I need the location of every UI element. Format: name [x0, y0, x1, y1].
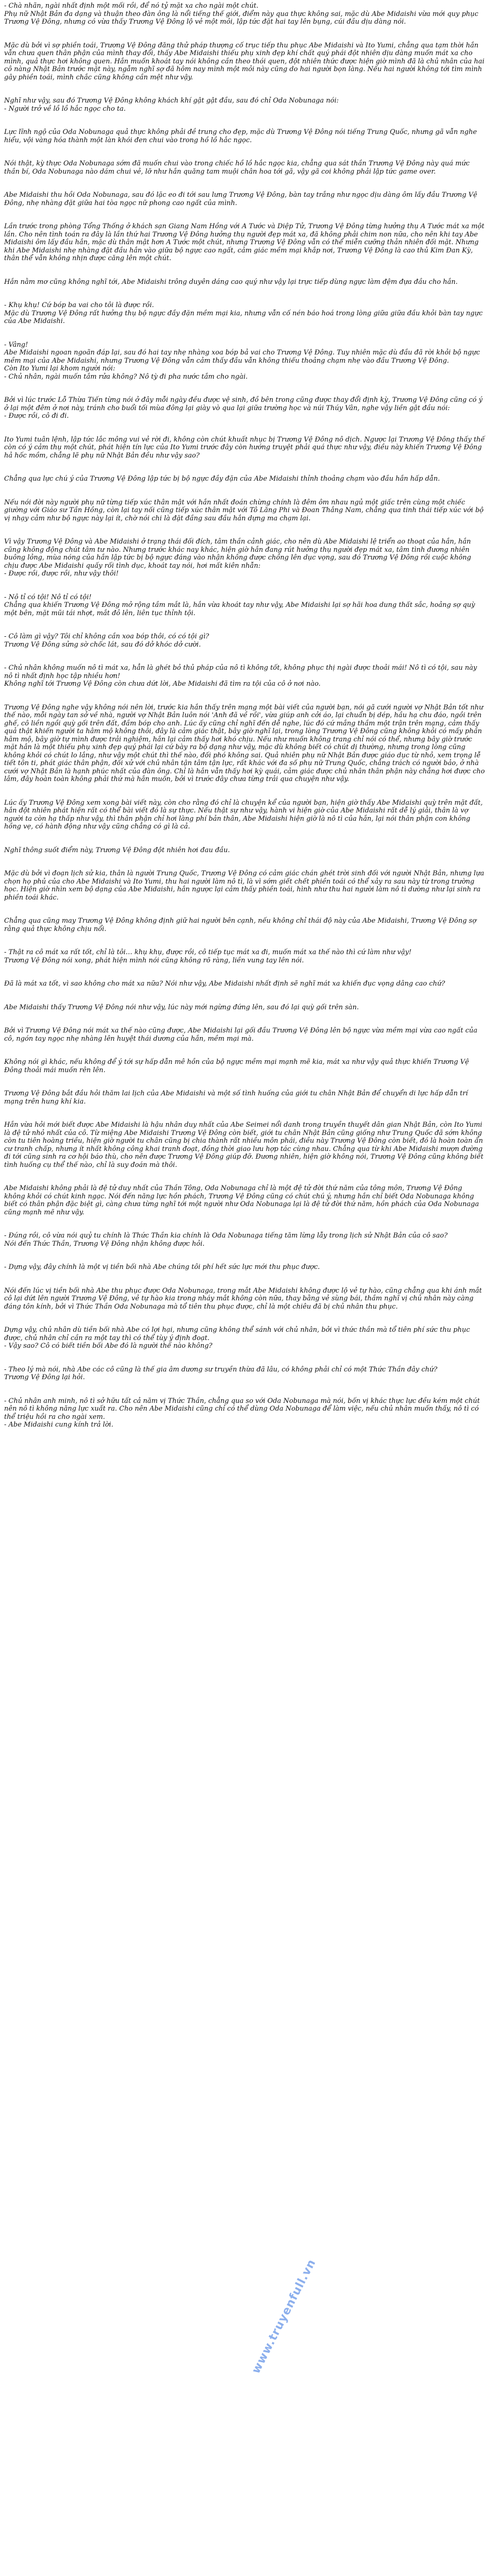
paragraph: Hắn vừa hỏi mới biết được Abe Midaishi là hậu nhân duy nhất của Abe Seimei nổi danh trong truyền thuyết dân gian Nhật Bản, còn Ito Yumi là đệ tử nhỏ nhất của cô. Từ miệng Abe Midaishi Trương Vệ Đông còn biết, giới tu chân Nhật Bản cũng giống như Trung Quốc đã sớm không còn tu tiên hoàng triều, hiện giờ người tu chân cũng bị chia thành rất nhiều môn phái, điều này Trương Vệ Đông còn biết, đó là hoàn toàn ẩn cư tranh chấp, nhưng ít nhất không công khai tranh đoạt, đồng thời giao lưu hợp tác cùng nhau. Chẳng qua từ khi Abe Midaishi mượn đường đi tới cũng sinh ra cơ hội báo thù, cho nên được Trương Vệ Đông giúp đỡ. Đương nhiên, hiện giờ không nói, Trương Vệ Đông cũng không biết tình huống cụ thể thế nào, chỉ là suy đoán mà thôi. — [4, 1121, 486, 1169]
paragraph: Lực lĩnh ngộ của Oda Nobunaga quả thực không phải đề trung cho đẹp, mặc dù Trương Vệ Đông nói tiếng Trung Quốc, nhưng gã vẫn nghe hiểu, vội vàng hóa thành một làn khói đen chui vào trong hồ lồ hắc ngọc. — [4, 128, 479, 144]
paragraph: Đã là mát xa tốt, vì sao không cho mát xa nữa? Nói như vậy, Abe Midaishi nhất định sẽ nghĩ mát xa khiến đục vọng dâng cao chứ? — [4, 980, 445, 988]
paragraph: Lúc ấy Trương Vệ Đông xem xong bài viết này, còn cho rằng đó chỉ là chuyện kể của người bạn, hiện giờ thấy Abe Midaishi quỳ trên mặt đất, hắn đột nhiên phát hiện rất có thể bài viết đó là sự thực. Nếu thật sự như vậy, hành vi hiện giờ của Abe Midaishi rất dễ lý giải, thân là vợ người ta còn hạ thấp như vậy, thì thân phận chỉ hơi làng phí bản thân, Abe Midaishi hiện giờ là nô tì của hắn, lại nói thân phận con không hồng vẹ, có hành động như vậy cũng chẳng có gì là cả. — [4, 799, 485, 831]
paragraph: Nghĩ như vậy, sau đó Trương Vệ Đông không khách khí gật gật đầu, sau đó chỉ Oda Nobunaga nói: - Người trở về lồ lồ hắc ngọc cho ta. — [4, 97, 339, 113]
paragraph: - Đúng rồi, cô vừa nói quỷ tu chính là Thức Thần kia chính là Oda Nobunaga tiếng tăm lừng lẫy trong lịch sử Nhật Bản của cô sao? Nói đến Thức Thần, Trương Vệ Đông nhận không được hỏi. — [4, 1232, 448, 1248]
paragraph: Bởi vì lúc trước Lỗ Thừa Tiến từng nói ở đây mỗi ngày đều được vệ sinh, đồ bên trong cũng được thay đổi định kỳ, Trương Vệ Đông cũng có ý ở lại một đêm ở nơi này, tránh cho buổi tối mùa đông lại giày vò qua lại giữa trường học và núi Thúy Vân, nghe vậy liền gật đầu nói: - Được rồi, cô đi đi. — [4, 396, 483, 420]
paragraph: - Cô làm gì vậy? Tôi chỉ không cần xoa bóp thôi, có có tội gì? Trương Vệ Đông sửng sờ chốc lát, sau đó dở khóc dở cười. — [4, 633, 209, 649]
paragraph: Nếu nói đời này người phụ nữ từng tiếp xúc thân mật với hắn nhất đoán chừng chính là đêm ôm nhau ngủ một giấc trên cùng một chiếc giường với Giáo sư Tần Hồng, còn lại tay nối cũng tiếp xúc thân mật với Tô Lăng Phi và Đoan Thắng Nam, chẳng qua tinh thái tiếp xúc với bộ vị nhạy cảm như bộ ngực này lại ít, chờ nói chi là đặt đầng sau đầu hắn dựng ma chạm lại. — [4, 498, 486, 522]
story-text — [4, 2, 485, 1429]
paragraph: - Theo lý mà nói, nhà Abe các cô cũng là thế gia âm dương sư truyền thừa đã lâu, có không phải chỉ có một Thức Thần đây chứ? Trương Vệ Đông lại hỏi. — [4, 1365, 438, 1381]
paragraph: Abe Midaishi thấy Trương Vệ Đông nói như vậy, lúc này mới ngừng đứng lên, sau đó lại quỳ gối trên sàn. — [4, 1003, 359, 1011]
paragraph: Nói thật, kỳ thực Oda Nobunaga sớm đã muốn chui vào trong chiếc hồ lồ hắc ngọc kia, chẳng qua sát thần Trương Vệ Đông này quá mức thần bí, Oda Nobunaga nào dám chui vẻ, lỡ như hắn quăng tam muội chân hoa tới gã, vậy gã coi không phải lập tức game over. — [4, 160, 472, 176]
paragraph: Ito Yumi tuân lệnh, lập tức lắc mông vui vẻ rời đi, không còn chút khuất nhục bị Trương Vệ Đông nô dịch. Ngược lại Trương Vệ Đông thấy thế còn có ý cảm thụ một chút, phát hiện tín lực của Ito Yumi trước đây còn hướng truyệt phải quá thực như vậy, điều này khiến Trương Vệ Đông hả hốc mồm, chẳng lẽ phụ nữ Nhật Bản đều như vậy sao? — [4, 435, 487, 460]
paragraph: Mặc dù bởi vì sợ phiền toái, Trương Vệ Đông đăng thử pháp thượng cố trục tiếp thu phục Abe Midaishi và Ito Yumi, chẳng qua tạm thời hắn vẫn chưa quen thân phận của mình thay đổi, thấy Abe Midaishi thiếu phụ xinh đẹp khí chất quý phái đột nhiên dịu dàng muốn mát xa cho mình, quả thực hơi không quen. Hắn muốn khoát tay nói không cần theo thói quen, đột nhiên thức được hiện giờ mình đã là chủ nhân của hai cô nàng Nhật Bản trước mặt này, ngẫm nghĩ sợ đã hôm nay mình một mỏi này cũng do hai người bọn làng. Nếu hai người không tới tìm mình gây phiền toái, mình chắc cũng không cần mệt như vậy. — [4, 41, 487, 81]
paragraph: - Chủ nhân anh minh, nô tì sở hữu tất cả năm vị Thức Thần, chẳng qua so với Oda Nobunaga mà nói, bốn vị khác thực lực đều kém một chút nên nô tì không năng lực xuất ra. Cho nên Abe Midaishi cũng chỉ có thể dùng Oda Nobunaga để làm việc, nếu chủ nhân muốn thấy, nô tì có thể triệu hồi ra cho ngài xem. - Abe Midaishi cung kính trả lời. — [4, 1397, 480, 1429]
paragraph: - Vâng! Abe Midaishi ngoan ngoãn đáp lại, sau đó hai tay nhẹ nhàng xoa bóp bả vai cho Trương Vệ Đông. Tuy nhiên mặc dù đầu đã rời khỏi bộ ngực mềm mại của Abe Midaishi, nhưng Trương Vệ Đông vẫn cảm thấy đầu vẫn không thiếu thoảng chạm nhẹ vào đầu Trương Vệ Đông. Còn Ito Yumi lại khom người nói: - Chủ nhân, ngài muốn tắm rửa không? Nô tỳ đi pha nước tắm cho ngài. — [4, 341, 480, 381]
paragraph: - Thật ra cô mát xa rất tốt, chỉ là tôi… khụ khụ, được rồi, cô tiếp tục mát xa đi, muốn mát xa thế nào thì cứ làm như vậy! Trương Vệ Đông nói xong, phát hiện mình nói cũng không rõ ràng, liền vung tay lên nói. — [4, 948, 412, 964]
paragraph: - Nô tỉ có tội! Nô tỉ có tội! Chẳng qua khiến Trương Vệ Đông mở rộng tầm mắt là, hắn vừa khoát tay như vậy, Abe Midaishi lại sợ hãi hoa dung thất sắc, hoảng sợ quỳ một bên, mặt mũi tái nhợt, mắt đỏ lên, liên tục thỉnh tội. — [4, 593, 475, 617]
paragraph: - Chủ nhân không muốn nô tì mát xa, hẳn là ghét bỏ thủ pháp của nô tì không tốt, không phục thị ngài được thoải mái! Nô tì có tội, sau này nô tì nhất định học tập nhiều hơn! Không nghĩ tới Trương Vệ Đông còn chưa dứt lời, Abe Midaishi đã tìm ra tội của cô ở nơi nào. — [4, 664, 477, 688]
paragraph: Không nói gì khác, nếu không để ý tới sự hấp dẫn mê hồn của bộ ngực mềm mại mạnh mẽ kia, mát xa như vậy quả thực khiến Trương Vệ Đông thoải mái muốn rên lên. — [4, 1058, 471, 1074]
watermark: www.truyenfull.vn — [250, 2257, 319, 2376]
paragraph: Dựng vậy, chủ nhân dù tiền bối nhà Abe có lợi hại, nhưng cũng không thể sánh với chủ nhân, bởi vì thức thần mà tổ tiên phí sức thu phục được, chủ nhân chỉ cần ra một tay thì có thể tùy ý định đoạt. - Vậy sao? Cô có biết tiền bối Abe đó là người thế nào không? — [4, 1326, 470, 1350]
paragraph: Hắn nằm mơ cũng không nghĩ tới, Abe Midaishi trông duyên dáng cao quý như vậy lại trực tiếp dùng ngực làm đệm đựa đầu cho hắn. — [4, 278, 458, 286]
paragraph: Abe Midaishi thu hồi Oda Nobunaga, sau đó lặc eo đi tới sau lưng Trương Vệ Đông, bàn tay trắng như ngọc dịu dàng ôm lấy đầu Trương Vệ Đông, nhẹ nhàng đặt giữa hai tòa ngọc nữ phong cao ngất của mình. — [4, 191, 480, 207]
paragraph: - Dựng vậy, đây chính là một vị tiền bối nhà Abe chúng tôi phí hết sức lực mới thu phục được. — [4, 1263, 320, 1271]
paragraph: Trương Vệ Đông bắt đầu hỏi thăm lai lịch của Abe Midaishi và một số tình huống của giới tu chân Nhật Bản để chuyển di lực hấp dẫn trí mạng trên hung khí kia. — [4, 1090, 470, 1106]
paragraph: - Khụ khụ! Cứ bóp ba vai cho tôi là được rồi. Mặc dù Trương Vệ Đông rất hưởng thụ bộ ngực đầy đặn mềm mại kia, nhưng vẫn cố nén báo hoá trong lòng giữa giữa đầu khỏi bàn tay ngực của Abe Midaishi. — [4, 301, 483, 325]
paragraph: Lần trước trong phòng Tổng Thống ở khách sạn Giang Nam Hồng với A Tước và Diệp Tử, Trương Vệ Đông từng hưởng thụ A Tước mát xa một lần. Cho nên tình toán ra đây là lần thứ hai Trương Vệ Đông hưởng thụ người đẹp mát xa, đã không phải chim non nữa, cho nên khi tay Abe Midaishi ôm lấy đầu hắn, mặc dù thân mật hơn A Tước một chút, nhưng Trương Vệ Đông vẫn có thể miễn cưỡng thản nhiên đối mặt. Nhưng khi Abe Midaishi nhẹ nhàng đặt đầu hắn vào giữa bộ ngực cao ngất, cảm giác mềm mại khắp nơi, Trương Vệ Đông là cao thủ Kim Đan Kỳ, thân thể vẫn không nhịn được căng lên một chút. — [4, 223, 487, 262]
paragraph: Bởi vì Trương Vệ Đông nói mát xa thế nào cũng được, Abe Midaishi lại gối đầu Trương Vệ Đông lên bộ ngực vừa mềm mại vừa cao ngất của cô, ngón tay ngọc nhẹ nhàng lên huyệt thái dương của hắn, mềm mại mà. — [4, 1027, 480, 1043]
paragraph: Trương Vệ Đông nghe vậy không nói nên lời, trước kia hắn thấy trên mạng một bài viết của người bạn, nói gã cưới người vợ Nhật Bản tốt như thế nào, mỗi ngày tan sở về nhà, người vợ Nhật Bản luôn nói 'Anh đã về rồi', vừa giúp anh cởi áo, lại chuẩn bị dép, hầu hạ chu đáo, ngồi trên ghế, cô liền ngồi quỳ gối trên đất, đầm bóp cho anh. Lúc ấy cũng chỉ nghĩ đến dễ nghe, lúc đó cứ mắng thầm một trận trên mạng, cảm thấy quả thật khiến người ta hâm mộ không thôi, đây là cảm giác thật, bây giờ nghĩ lại, trong lòng Trương Vệ Đông cũng không khỏi có mấy phần hâm mộ, bây giờ tự mình được trải nghiệm, hắn lại cảm thấy hơi khó chịu. Nếu như muốn không trang chỉ nói có thể, nhưng bây giờ trước mặt hắn là một thiếu phụ xinh đẹp quý phái lại cứ bày ra bộ dạng như vậy, mặc dù không biết có chút dị thường, nhưng trong lòng cũng không khỏi có chút lo lắng, như vậy một chút thì thế nào, đối phó không sai. Quả nhiên phụ nữ Nhật Bản được giáo dục từ nhỏ, xem trọng lễ tiết tôn ti, phát giác thân phận, đối xử với chủ nhân tận tâm tận lực, rất khác với đa số phụ nữ Trung Quốc, chẳng trách có người bảo, ở nhà cưới vợ Nhật Bản là hạnh phúc nhất của đàn ông. Chỉ là hắn vẫn thấy hơi kỳ quái, cảm giác được chủ nhân thân phận này chẳng hơi được cho lắm, đây hoàn toàn không phải thứ mà hắn muốn, bởi vì trước đây chưa từng trải qua chuyện như vậy. — [4, 703, 487, 783]
paragraph: Mặc dù bởi vì đoạn lịch sử kia, thân là người Trung Quốc, Trương Vệ Đông có cảm giác chán ghét trời sinh đối với người Nhật Bản, nhưng lựa chọn họ phủ của cho Abe Midaishi và Ito Yumi, thu hai người làm nô tì, là vì sớm giết chết phiền toái có thể xảy ra sau này từ trong trường học. Hiện giờ nhìn xem bộ dạng của Abe Midaishi, hắn ngược lại cảm thấy phiền toái, hình như thu hai người làm nô tì dường như lại sinh ra phiền toái khác. — [4, 870, 486, 902]
paragraph: Nghĩ thông suốt điểm này, Trương Vệ Đông đột nhiên hơi đau đầu. — [4, 846, 230, 854]
paragraph: Chẳng qua cũng may Trương Vệ Đông không định giữ hai người bên cạnh, nếu không chỉ thái độ này của Abe Midaishi, Trương Vệ Đông sợ rằng quả thực không chịu nổi. — [4, 917, 479, 933]
paragraph: Vì vậy Trương Vệ Đông và Abe Midaishi ở trạng thái đối đích, tâm thần cảnh giác, cho nên dù Abe Midaishi lệ triển ao thoạt của hắn, hắn cũng không động chút tâm tư nào. Nhưng trước khác nay khác, hiện giờ hắn đang rút hưởng thụ người đẹp mát xa, tâm tình đương nhiên buông lỏng, mùa nóng của hắn lập tức bị bộ ngực đáng vào nhận không được chồng lên dục vọng, sau đó Trương Vệ Đông rồi cuộc không chịu được Abe Midaishi quấy rối tình dục, khoát tay nói, hơi mất kiên nhẫn: - Được rồi, được rồi, như vậy thôi! — [4, 538, 471, 578]
paragraph: - Chà nhãn, ngài nhất định một mối rồi, để nó tỷ mặt xa cho ngài một chút. Phụ nữ Nhật Bản đa dạng và thuận theo đàn ông là nổi tiếng thế giới, điểm này qua thực không sai, mặc dù Abe Midaishi vừa mới quy phục Trương Vệ Đông, nhưng có vừa thấy Trương Vệ Đông lộ vẻ một mỏi, lập tức đặt hai tay lên bụng, cúi đầu dịu dàng nói. — [4, 2, 479, 26]
paragraph: Nói đến lúc vị tiền bối nhà Abe thu phục được Oda Nobunaga, trong mắt Abe Midaishi không được lộ vẻ tự hào, cũng chẳng qua khi ánh mắt cô lại dứt lên người Trương Vệ Đông, vẻ tự hào kia trong nháy mắt không còn nữa, thay bằng vẻ sùng bái, thầm nghĩ vị chủ nhân này càng đáng tôn kính, bởi vì Thức Thần Oda Nobunaga mà tổ tiên thu phục được, chỉ là một chiêu đã bị chủ nhân thu phục. — [4, 1286, 484, 1311]
paragraph: Abe Midaishi không phải là đệ tử duy nhất của Thần Tông, Oda Nobunaga chỉ là một đệ tử đời thứ năm của tông môn, Trương Vệ Đông không khỏi có chút kinh ngạc. Nói đến năng lực hồn phách, Trương Vệ Đông cũng có chút chú ý, nhưng hắn chỉ biết Oda Nobunaga không biết có thân phận đặc biệt gì, càng chưa từng nghĩ tới một người như Oda Nobunaga lại là đệ tử đời thứ năm, hồn phách của Oda Nobunaga cũng mạnh mẽ như vậy. — [4, 1184, 481, 1216]
paragraph: Chẳng qua lực chú ý của Trương Vệ Đông lập tức bị bộ ngực đầy đặn của Abe Midaishi thỉnh thoảng chạm vào đầu hắn hấp dẫn. — [4, 475, 440, 483]
